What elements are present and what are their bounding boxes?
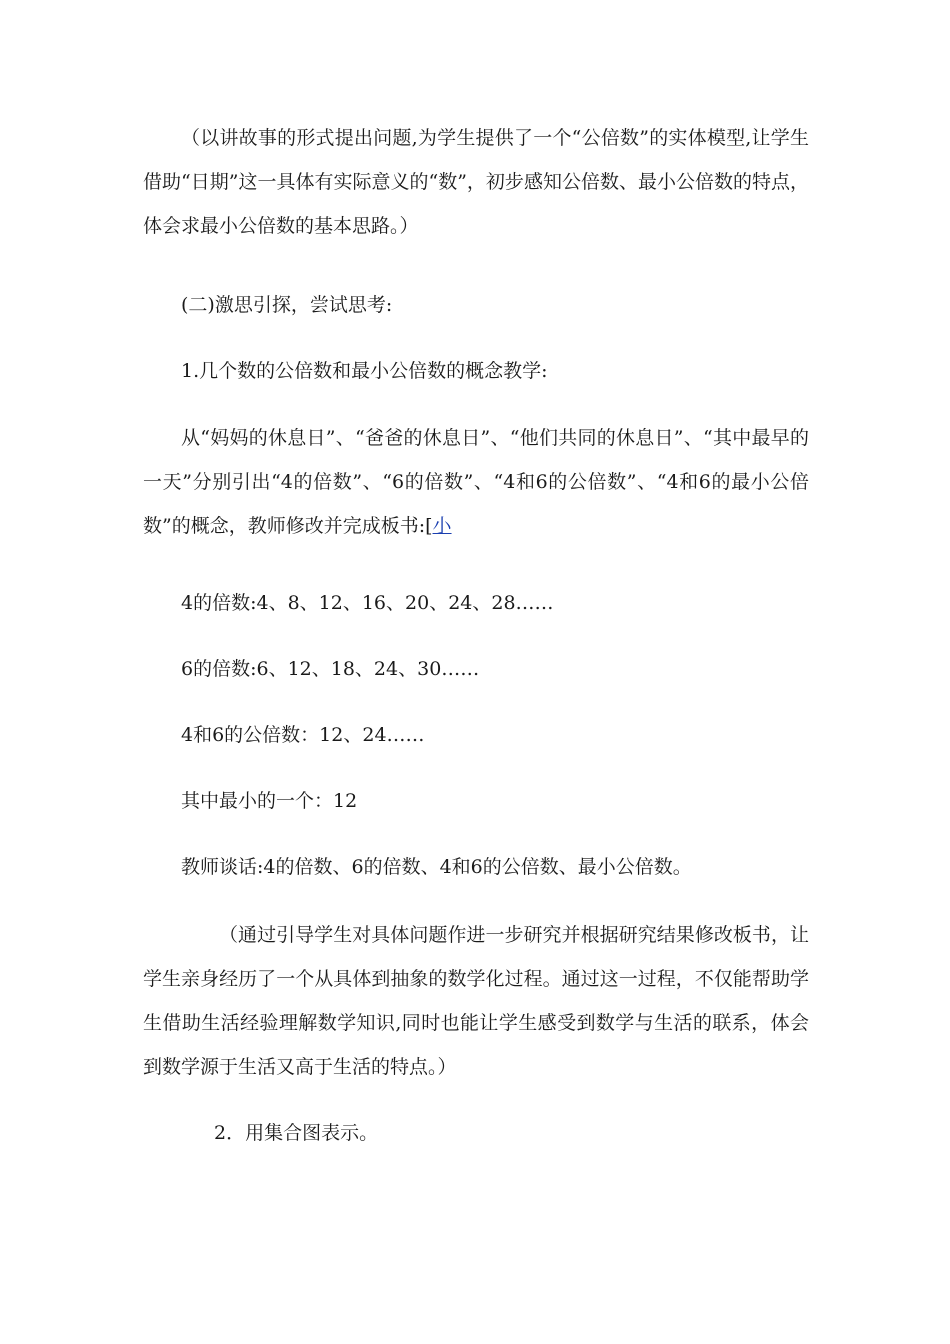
section-heading: (二)激思引探，尝试思考: <box>181 294 393 316</box>
item-1-heading: 1.几个数的公倍数和最小公倍数的概念教学: <box>181 360 548 382</box>
smallest-common-multiple-line: 其中最小的一个：12 <box>181 790 358 812</box>
concept-paragraph <box>143 416 809 548</box>
intro-paragraph: （以讲故事的形式提出问题,为学生提供了一个“公倍数”的实体模型,让学生借助“日期”这一具体有实际意义的“数”，初步感知公倍数、最小公倍数的特点，体会求最小公倍数的基本思路。） <box>143 127 809 237</box>
reflection-paragraph: （通过引导学生对具体问题作进一步研究并根据研究结果修改板书，让学生亲身经历了一个从具体到抽象的数学化过程。通过这一过程，不仅能帮助学生借助生活经验理解数学知识,同时也能让学生感受到数学与生活的联系，体会到数学源于生活又高于生活的特点。） <box>143 924 809 1078</box>
concept-paragraph-text: 从“妈妈的休息日”、“爸爸的休息日”、“他们共同的休息日”、“其中最早的一天”分别引出“4的倍数”、“6的倍数”、“4和6的公倍数”、“4和6的最小公倍数”的概念，教师修改并完成板书:[ <box>143 427 809 537</box>
multiples-of-6-line: 6的倍数:6、12、18、24、30…… <box>181 658 480 680</box>
multiples-of-4-line: 4的倍数:4、8、12、16、20、24、28…… <box>181 592 554 614</box>
common-multiples-line: 4和6的公倍数：12、24…… <box>181 724 425 746</box>
teacher-talk-line: 教师谈话:4的倍数、6的倍数、4和6的公倍数、最小公倍数。 <box>181 856 692 878</box>
item-2-heading: 2．用集合图表示。 <box>214 1122 379 1144</box>
concept-link[interactable]: 小 <box>432 515 452 537</box>
